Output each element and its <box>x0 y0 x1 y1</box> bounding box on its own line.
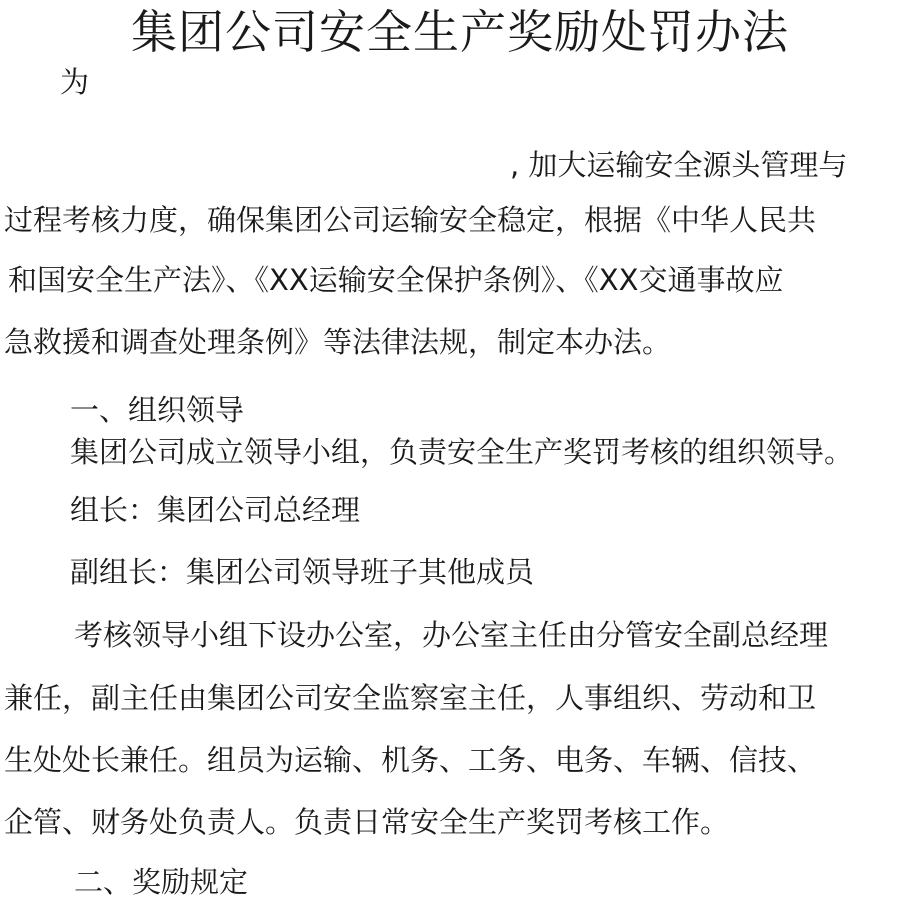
paragraph-line: 副组长：集团公司领导班子其他成员 <box>70 555 535 589</box>
section-heading-organization: 一、组织领导 <box>70 393 245 427</box>
paragraph-line: 考核领导小组下设办公室，办公室主任由分管安全副总经理 <box>74 618 829 652</box>
paragraph-line: 和国安全生产法》、《XX运输安全保护条例》、《XX交通事故应 <box>8 263 784 297</box>
paragraph-line: 集团公司成立领导小组，负责安全生产奖罚考核的组织领导。 <box>70 435 854 469</box>
paragraph-line: 企管、财务处负责人。负责日常安全生产奖罚考核工作。 <box>4 805 730 839</box>
paragraph-line: 兼任，副主任由集团公司安全监察室主任，人事组织、劳动和卫 <box>4 681 817 715</box>
intro-fragment: 为 <box>60 65 90 99</box>
document-title: 集团公司安全生产奖励处罚办法 <box>131 5 789 59</box>
paragraph-line: 生处处长兼任。组员为运输、机务、工务、电务、车辆、信技、 <box>4 743 817 777</box>
section-heading-rewards: 二、奖励规定 <box>74 865 249 899</box>
paragraph-line: , 加大运输安全源头管理与 <box>510 148 848 182</box>
paragraph-line: 急救援和调查处理条例》等法律法规，制定本办法。 <box>4 325 672 359</box>
paragraph-line: 组长：集团公司总经理 <box>70 493 361 527</box>
paragraph-line: 过程考核力度，确保集团公司运输安全稳定，根据《中华人民共 <box>4 203 817 237</box>
